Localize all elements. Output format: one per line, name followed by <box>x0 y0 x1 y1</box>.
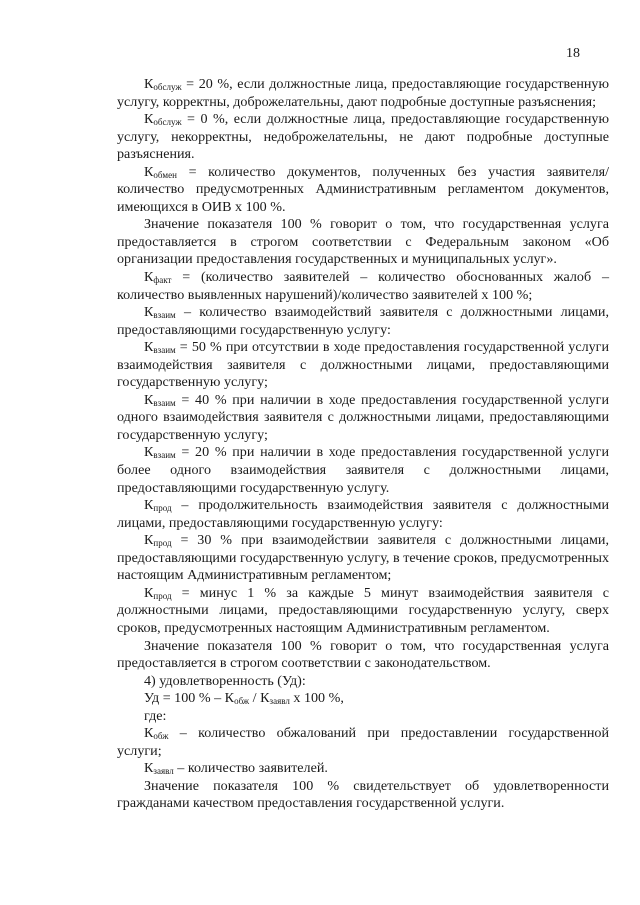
text-run: К <box>144 444 154 461</box>
paragraph-k-fakt <box>117 269 609 304</box>
text-run: К <box>144 532 154 549</box>
text-run: Значение показателя 100 % свидетельствует об удовлетворенности гражданами качеством предоставления государственной услуги. <box>117 777 609 812</box>
text-run: 4) удовлетворенность (Уд): <box>144 672 306 689</box>
text-run: – количество заявителей. <box>173 760 328 777</box>
text-run: К <box>144 339 154 356</box>
subscript: взаим <box>153 310 176 321</box>
subscript: прод <box>153 538 172 549</box>
text-run: = (количество заявителей – количество обоснованных жалоб – количество выявленных нарушений)/количество заявителей x 100 %; <box>117 269 609 303</box>
text-run: = 20 %, если должностные лица, предоставляющие государственную услугу, корректны, доброжелательны, дают подробные доступные разъяснения; <box>117 76 609 110</box>
paragraph-k-obsl-0 <box>117 111 609 164</box>
text-run: – количество взаимодействий заявителя с должностными лицами, предоставляющими государственную услугу: <box>117 304 609 338</box>
text-run: – продолжительность взаимодействия заявителя с должностными лицами, предоставляющими государственную услугу: <box>117 497 609 531</box>
text-run: К <box>144 304 154 321</box>
text-run: К <box>144 760 154 777</box>
paragraph-k-vzaim-def <box>117 304 609 339</box>
paragraph-k-obmen <box>117 164 609 217</box>
subscript: обж <box>234 696 250 707</box>
text-run: = 30 % при взаимодействии заявителя с должностными лицами, предоставляющими государственную услугу, в течение сроков, предусмотренных настоящим Административным регламентом; <box>117 532 609 584</box>
text-run: = 20 % при наличии в ходе предоставления государственной услуги более одного взаимодействия заявителя с должностными лицами, предоставляющими государственную услугу. <box>117 444 609 496</box>
paragraph-k-vzaim-50 <box>117 339 609 392</box>
paragraph-k-zayavl <box>117 760 609 778</box>
subscript: взаим <box>153 450 176 461</box>
paragraph-value-100-law <box>117 638 609 673</box>
text-run: К <box>144 111 154 128</box>
subscript: факт <box>153 275 172 286</box>
text-run: Значение показателя 100 % говорит о том, что государственная услуга предоставляется в строгом соответствии с Федеральным законом «Об организации предоставления государственных и муниципальных услуг». <box>117 216 609 268</box>
paragraph-k-obsl-20 <box>117 76 609 111</box>
paragraph-k-prod-30 <box>117 532 609 585</box>
subscript: обслуж <box>153 117 182 128</box>
text-run: К <box>144 76 154 92</box>
text-run: / К <box>249 690 270 707</box>
paragraph-k-vzaim-40 <box>117 392 609 445</box>
text-run: К <box>144 584 154 601</box>
page-body <box>117 76 609 813</box>
text-run: К <box>144 391 154 408</box>
text-run: – количество обжалований при предоставлении государственной услуги; <box>117 725 609 759</box>
paragraph-value-100-fz <box>117 216 609 269</box>
text-run: К <box>144 269 154 286</box>
subscript: заявл <box>269 696 290 707</box>
page-number: 18 <box>566 46 580 61</box>
subscript: взаим <box>153 345 176 356</box>
text-run: Значение показателя 100 % говорит о том, что государственная услуга предоставляется в строгом соответствии с законодательством. <box>117 637 609 672</box>
paragraph-where <box>117 708 609 726</box>
text-run: x 100 %, <box>289 690 344 707</box>
text-run: = 40 % при наличии в ходе предоставления государственной услуги одного взаимодействия заявителя с должностными лицами, предоставляющими государственную услугу; <box>117 391 609 443</box>
text-run: К <box>144 497 154 514</box>
subscript: обж <box>153 731 169 742</box>
text-run: = количество документов, полученных без участия заявителя/количество предусмотренных Административным регламентом документов, имеющихся в ОИВ x 100 %. <box>117 163 609 215</box>
subscript: обслуж <box>153 82 182 92</box>
text-run: Уд = 100 % – К <box>144 690 235 707</box>
subscript: взаим <box>153 397 176 408</box>
subscript: прод <box>153 503 172 514</box>
text-run: = 0 %, если должностные лица, предоставляющие государственную услугу, некорректны, недоброжелательны, не дают подробные доступные разъяснения. <box>117 111 609 163</box>
subscript: заявл <box>153 766 174 777</box>
text-run: = 50 % при отсутствии в ходе предоставления государственной услуги взаимодействия заявителя с должностными лицами, предоставляющими государственную услугу; <box>117 339 609 391</box>
text-run: где: <box>144 707 167 724</box>
text-run: К <box>144 163 154 180</box>
paragraph-k-prod-minus <box>117 585 609 638</box>
paragraph-k-vzaim-20 <box>117 444 609 497</box>
paragraph-k-prod-def <box>117 497 609 532</box>
paragraph-ud-formula <box>117 690 609 708</box>
text-run: К <box>144 725 154 742</box>
paragraph-ud-heading <box>117 673 609 691</box>
paragraph-k-obzh <box>117 725 609 760</box>
text-run: = минус 1 % за каждые 5 минут взаимодействия заявителя с должностными лицами, предоставляющими государственную услугу, сверх сроков, предусмотренных настоящим Административным регламентом. <box>117 584 609 636</box>
paragraph-value-100-satisfaction <box>117 778 609 813</box>
subscript: прод <box>153 590 172 601</box>
subscript: обмен <box>153 169 177 180</box>
